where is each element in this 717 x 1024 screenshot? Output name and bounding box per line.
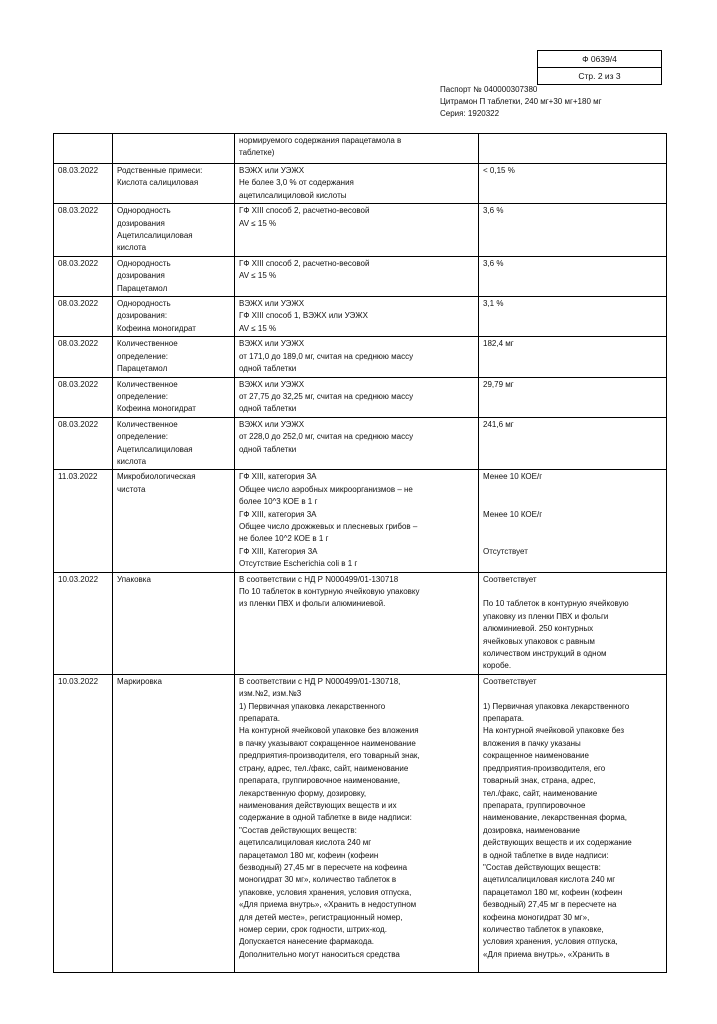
date-cell: 08.03.2022 (54, 377, 113, 417)
method-cell: нормируемого содержания парацетамола в таблетке) (235, 134, 479, 164)
table-row (54, 164, 667, 204)
page-number: Стр. 2 из 3 (538, 67, 661, 84)
result-cell: < 0,15 % (479, 164, 667, 204)
quality-control-table (53, 133, 667, 973)
date-cell: 08.03.2022 (54, 337, 113, 377)
result-cell (479, 134, 667, 164)
table-row (54, 297, 667, 337)
passport-header (440, 84, 602, 120)
test-cell: Однородность дозирования Парацетамол (113, 256, 235, 296)
test-cell: Маркировка (113, 674, 235, 972)
table-row (54, 134, 667, 164)
table-row (54, 572, 667, 674)
date-cell: 10.03.2022 (54, 674, 113, 972)
date-cell: 11.03.2022 (54, 470, 113, 572)
result-cell: 241,6 мг (479, 417, 667, 470)
test-cell: Однородность дозирования Ацетилсалициловая кислота (113, 204, 235, 257)
result-cell: 3,6 % (479, 256, 667, 296)
passport-number: Паспорт № 040000307380 (440, 85, 538, 94)
table-row (54, 337, 667, 377)
form-code: Ф 0639/4 (582, 54, 617, 64)
table-row (54, 256, 667, 296)
date-cell: 08.03.2022 (54, 297, 113, 337)
table-row (54, 377, 667, 417)
product-name: Цитрамон П таблетки, 240 мг+30 мг+180 мг (440, 97, 602, 106)
result-cell: Соответствует 1) Первичная упаковка лекарственного препарата. На контурной ячейковой упаковке без вложения в пачку указаны сокращенное наименование предприятия-производителя, его товарный знак, страна, адрес, тел./факс, сайт, наименование препарата, группировочное наименование, лекарственная форма, дозировка, наименование действующих веществ и их содержание в одной таблетке в виде надписи: "Состав действующих веществ: ацетилсалициловая кислота 240 мг парацетамол 180 мг, кофеин (кофеин безводный) 27,45 мг в пересчете на кофеина моногидрат 30 мг», количество таблеток в упаковке, условия хранения, условия отпуска, «Для приема внутрь», «Хранить в (479, 674, 667, 972)
table-row (54, 470, 667, 572)
date-cell: 08.03.2022 (54, 256, 113, 296)
result-cell: 3,1 % (479, 297, 667, 337)
date-cell: 08.03.2022 (54, 417, 113, 470)
method-cell: ВЭЖХ или УЭЖХ от 228,0 до 252,0 мг, считая на среднюю массу одной таблетки (235, 417, 479, 470)
test-cell: Однородность дозирования: Кофеина моногидрат (113, 297, 235, 337)
test-cell (113, 134, 235, 164)
test-cell: Родственные примеси: Кислота салициловая (113, 164, 235, 204)
date-cell: 10.03.2022 (54, 572, 113, 674)
result-cell: Менее 10 КОЕ/г Менее 10 КОЕ/г Отсутствует (479, 470, 667, 572)
test-cell: Количественное определение: Кофеина моногидрат (113, 377, 235, 417)
form-code-box (537, 50, 662, 85)
test-cell: Количественное определение: Ацетилсалициловая кислота (113, 417, 235, 470)
table-row (54, 674, 667, 972)
result-cell: 182,4 мг (479, 337, 667, 377)
result-cell: Соответствует По 10 таблеток в контурную ячейковую упаковку из пленки ПВХ и фольги алюминиевой. 250 контурных ячейковых упаковок с равным количеством инструкций в одном коробе. (479, 572, 667, 674)
date-cell: 08.03.2022 (54, 204, 113, 257)
result-cell: 3,6 % (479, 204, 667, 257)
test-cell: Упаковка (113, 572, 235, 674)
table-row (54, 204, 667, 257)
test-cell: Количественное определение: Парацетамол (113, 337, 235, 377)
date-cell (54, 134, 113, 164)
series-number: Серия: 1920322 (440, 109, 500, 118)
method-cell: В соответствии с НД Р N000499/01-130718, изм.№2, изм.№3 1) Первичная упаковка лекарственного препарата. На контурной ячейковой упаковке без вложения в пачку указывают сокращенное наименование предприятия-производителя, его товарный знак, страну, адрес, тел./факс, сайт, наименование препарата, группировочное наименование, лекарственную форму, дозировку, наименования действующих веществ и их содержание в одной таблетке в виде надписи: "Состав действующих веществ: ацетилсалициловая кислота 240 мг парацетамол 180 мг, кофеин (кофеин безводный) 27,45 мг в пересчете на кофеина моногидрат 30 мг», количество таблеток в упаковке, условия хранения, условия отпуска, «Для приема внутрь», «Хранить в недоступном для детей месте», регистрационный номер, номер серии, срок годности, штрих-код. Допускается нанесение фармакода. Дополнительно могут наноситься средства (235, 674, 479, 972)
method-cell: ГФ XIII, категория 3А Общее число аэробных микроорганизмов – не более 10^3 КОЕ в 1 г ГФ XIII, категория 3А Общее число дрожжевых и плесневых грибов – не более 10^2 КОЕ в 1 г ГФ XIII, Категория 3А Отсутствие Escherichia coli в 1 г (235, 470, 479, 572)
test-cell: Микробиологическая чистота (113, 470, 235, 572)
method-cell: ВЭЖХ или УЭЖХ Не более 3,0 % от содержания ацетилсалициловой кислоты (235, 164, 479, 204)
method-cell: ГФ XIII способ 2, расчетно-весовой AV ≤ 15 % (235, 204, 479, 257)
date-cell: 08.03.2022 (54, 164, 113, 204)
result-cell: 29,79 мг (479, 377, 667, 417)
method-cell: ВЭЖХ или УЭЖХ от 27,75 до 32,25 мг, считая на среднюю массу одной таблетки (235, 377, 479, 417)
method-cell: В соответствии с НД Р N000499/01-130718 По 10 таблеток в контурную ячейковую упаковку из пленки ПВХ и фольги алюминиевой. (235, 572, 479, 674)
method-cell: ВЭЖХ или УЭЖХ от 171,0 до 189,0 мг, считая на среднюю массу одной таблетки (235, 337, 479, 377)
method-cell: ВЭЖХ или УЭЖХ ГФ XIII способ 1, ВЭЖХ или УЭЖХ AV ≤ 15 % (235, 297, 479, 337)
table-row (54, 417, 667, 470)
method-cell: ГФ XIII способ 2, расчетно-весовой AV ≤ 15 % (235, 256, 479, 296)
